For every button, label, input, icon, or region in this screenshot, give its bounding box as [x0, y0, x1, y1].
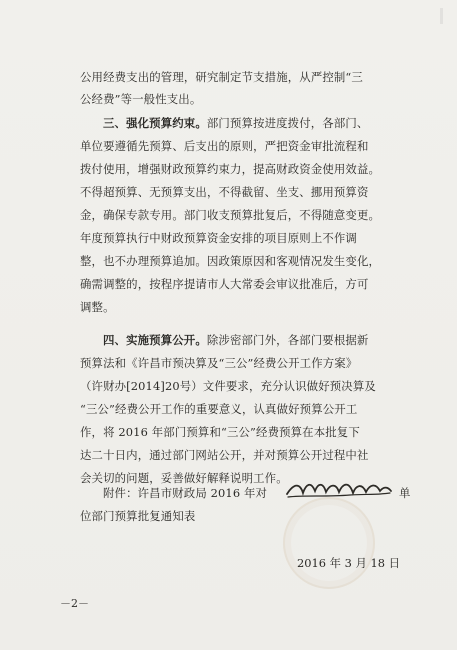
section-3-line: 整，也不办理预算追加。因政策原因和客观情况发生变化， — [80, 254, 381, 268]
section-4-line: 会关切的问题，妥善做好解释说明工作。 — [80, 471, 288, 485]
section-3-first-line — [103, 116, 368, 130]
section-4-line: 作，将 2016 年部门预算和“三公”经费预算在本批复下 — [80, 425, 360, 439]
scan-edge-mark — [440, 8, 443, 24]
section-3-line: 拨付使用，增强财政预算约束力，提高财政资金使用效益。 — [80, 162, 381, 176]
page-number: －2－ — [60, 597, 89, 610]
section-3-title: 三、强化预算约束。 — [103, 116, 207, 130]
attachment-line-1 — [103, 486, 267, 500]
attachment-line-1-end: 单 — [399, 486, 411, 500]
section-4-line: “三公”经费公开工作的重要意义，认真做好预算公开工 — [80, 402, 358, 416]
section-3-first-text: 部门预算按进度拨付，各部门、 — [206, 116, 369, 130]
attachment-line-2: 位部门预算批复通知表 — [80, 509, 196, 523]
text-line-1: 公用经费支出的管理，研究制定节支措施，从严控制“三 — [80, 70, 363, 84]
document-date: 2016 年 3 月 18 日 — [297, 556, 401, 570]
section-4-title: 四、实施预算公开。 — [103, 333, 207, 347]
section-3-line: 不得超预算、无预算支出，不得截留、坐支、挪用预算资 — [80, 185, 369, 199]
section-3-line: 调整。 — [80, 300, 115, 314]
stamp-mark — [283, 497, 375, 589]
section-3-line: 单位要遵循先预算、后支出的原则，严把资金审批流程和 — [80, 139, 369, 153]
section-3-line: 确需调整的，按程序提请市人大常委会审议批准后，方可 — [80, 277, 369, 291]
section-4-line: 达二十日内，通过部门网站公开，并对预算公开过程中社 — [80, 448, 369, 462]
attachment-label: 附件：许昌市财政局 2016 年对 — [103, 486, 268, 500]
handwritten-signature — [284, 475, 394, 501]
section-3-line: 金，确保专款专用。部门收支预算批复后，不得随意变更。 — [80, 208, 381, 222]
text-line-2: 公经费”等一般性支出。 — [80, 92, 202, 106]
section-3-line: 年度预算执行中财政预算资金安排的项目原则上不作调 — [80, 231, 357, 245]
section-4-first-line — [103, 333, 368, 347]
section-4-line: （许财办[2014]20号）文件要求，充分认识做好预决算及 — [80, 379, 376, 393]
section-4-line: 预算法和《许昌市预决算及“三公”经费公开工作方案》 — [80, 356, 358, 370]
section-4-first-text: 除涉密部门外，各部门要根据新 — [206, 333, 369, 347]
